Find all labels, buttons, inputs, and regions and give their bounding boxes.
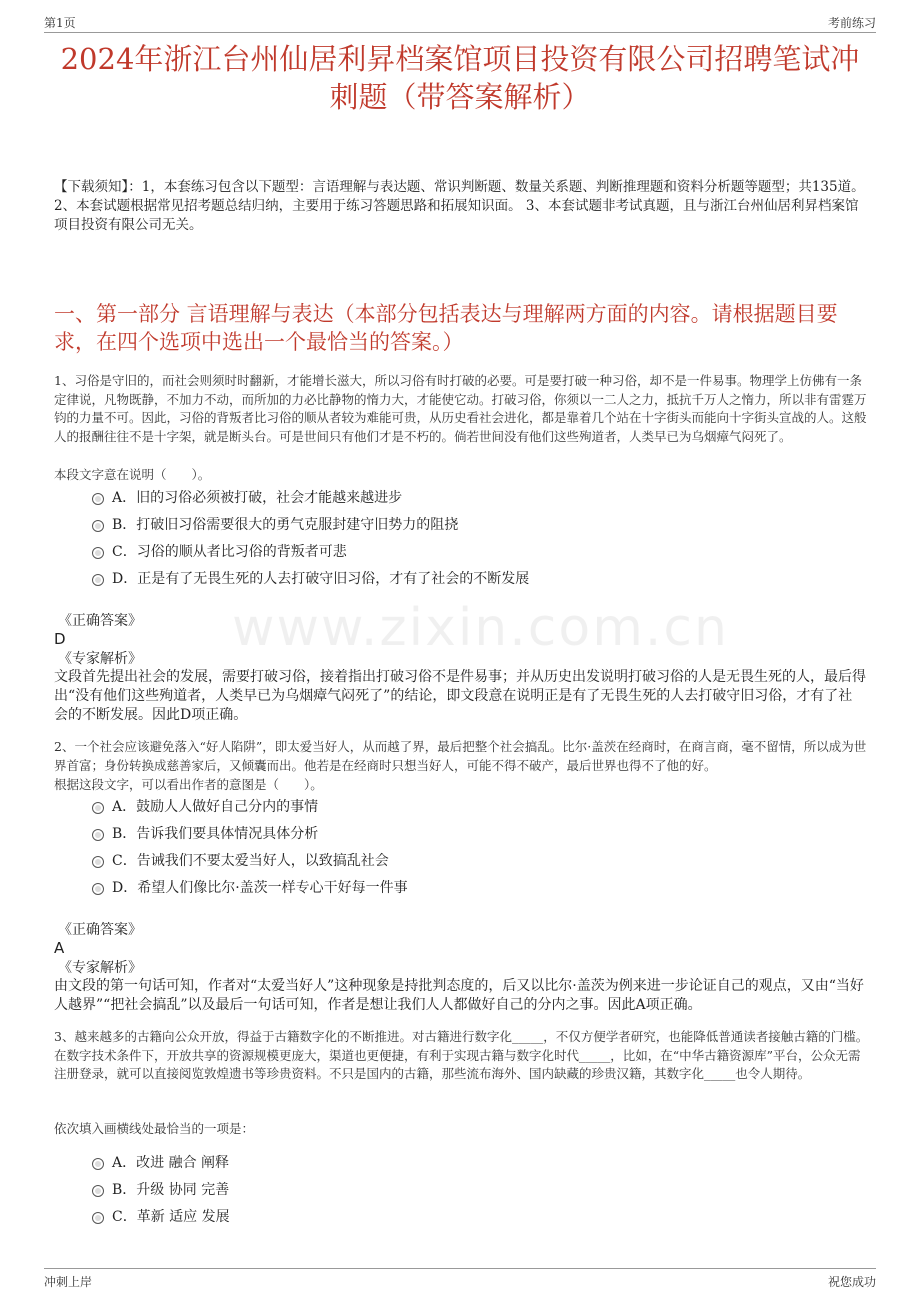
radio-icon — [92, 1158, 104, 1170]
q3-option-a[interactable]: A．改进 融合 阐释 — [92, 1153, 229, 1173]
page-number: 第1页 — [44, 16, 76, 30]
q2-option-a[interactable]: A．鼓励人人做好自己分内的事情 — [92, 797, 318, 817]
radio-icon — [92, 802, 104, 814]
footer-left: 冲刺上岸 — [44, 1275, 93, 1289]
q1-correct-label: 《正确答案》 — [58, 613, 142, 629]
q1-stem: 1、习俗是守旧的，而社会则须时时翻新，才能增长滋大，所以习俗有时打破的必要。可是要打破一种习俗，却不是一件易事。物理学上仿佛有一条定律说，凡物既静，不加力不动，而所加的力必比静物的惰力大，才能使它动。打破习俗，你须以一二人之力，抵抗千万人之惰力，所以非有雷霆万钧的力量不可。因此，习俗的背叛者比习俗的顺从者较为难能可贵，从历史看社会进化，都是靠着几个站在十字街头而能向十字街头宣战的人。这般人的报酬往往不是十字架，就是断头台。可是世间只有他们才是不朽的。倘若世间没有他们这些殉道者，人类早已为乌烟瘴气闷死了。 — [54, 373, 867, 444]
q1-option-b[interactable]: B．打破旧习俗需要很大的勇气克服封建守旧势力的阻挠 — [92, 515, 458, 535]
q3-option-b[interactable]: B．升级 协同 完善 — [92, 1180, 229, 1200]
radio-icon — [92, 574, 104, 586]
q2-prompt: 根据这段文字，可以看出作者的意图是（ ）。 — [54, 777, 323, 792]
q2-expert-label: 《专家解析》 — [58, 960, 142, 976]
q2-option-b[interactable]: B．告诉我们要具体情况具体分析 — [92, 824, 318, 844]
footer-right: 祝您成功 — [827, 1275, 876, 1289]
radio-icon — [92, 883, 104, 895]
q3-prompt: 依次填入画横线处最恰当的一项是： — [54, 1121, 255, 1136]
q2-stem: 2、一个社会应该避免落入“好人陷阱”，即太爱当好人，从而越了界，最后把整个社会搞乱。比尔·盖茨在经商时，在商言商，毫不留情，所以成为世界首富；身份转换成慈善家后，又倾囊而出。他若是在经商时只想当好人，可能不得不破产，最后世界也得不了他的好。 — [54, 739, 867, 773]
q1-option-c[interactable]: C．习俗的顺从者比习俗的背叛者可悲 — [92, 542, 347, 562]
radio-icon — [92, 1212, 104, 1224]
q1-prompt: 本段文字意在说明（ ）。 — [54, 467, 211, 482]
q1-option-d[interactable]: D．正是有了无畏生死的人去打破守旧习俗，才有了社会的不断发展 — [92, 569, 529, 589]
q2-correct-label: 《正确答案》 — [58, 922, 142, 938]
radio-icon — [92, 493, 104, 505]
radio-icon — [92, 856, 104, 868]
download-notice: 【下载须知】：1，本套练习包含以下题型：言语理解与表达题、常识判断题、数量关系题、判断推理题和资料分析题等题型；共135道。 2、本套试题根据常见招考题总结归纳，主要用于练习答题思路和拓展知识面。 3、本套试题非考试真题，且与浙江台州仙居利昇档案馆项目投资有限公司无关。 — [54, 179, 865, 233]
q2-option-c[interactable]: C．告诫我们不要太爱当好人，以致搞乱社会 — [92, 851, 389, 871]
page-footer — [44, 1268, 876, 1293]
q2-option-d[interactable]: D．希望人们像比尔·盖茨一样专心干好每一件事 — [92, 878, 408, 898]
header-tag: 考前练习 — [827, 16, 876, 30]
q3-stem: 3、越来越多的古籍向公众开放，得益于古籍数字化的不断推进。对古籍进行数字化_____，不仅方便学者研究，也能降低普通读者接触古籍的门槛。在数字技术条件下，开放共享的资源规模更庞大，渠道也更便捷，有利于实现古籍与数字化时代_____，比如，在“中华古籍资源库”平台，公众无需注册登录，就可以直接阅览敦煌遗书等珍贵资料。不只是国内的古籍，那些流布海外、国内缺藏的珍贵汉籍，其数字化_____也令人期待。 — [54, 1029, 869, 1081]
q2-analysis: 由文段的第一句话可知，作者对“太爱当好人”这种现象是持批判态度的，后又以比尔·盖茨为例来进一步论证自己的观点，又由“当好人越界”“把社会搞乱”以及最后一句话可知，作者是想让我们人人都做好自己的分内之事。因此A项正确。 — [54, 978, 864, 1013]
watermark: www.zixin.com.cn — [232, 598, 729, 658]
q1-analysis: 文段首先提出社会的发展，需要打破习俗，接着指出打破习俗不是件易事；并从历史出发说明打破习俗的人是无畏生死的人，最后得出“没有他们这些殉道者，人类早已为乌烟瘴气闷死了”的结论，即文段意在说明正是有了无畏生死的人去打破守旧习俗，才有了社会的不断发展。因此D项正确。 — [54, 669, 866, 723]
page-header — [44, 10, 876, 33]
q1-option-a[interactable]: A．旧的习俗必须被打破，社会才能越来越进步 — [92, 488, 402, 508]
q2-answer: A — [54, 939, 65, 957]
q1-answer: D — [54, 630, 66, 648]
q1-expert-label: 《专家解析》 — [58, 651, 142, 667]
radio-icon — [92, 520, 104, 532]
radio-icon — [92, 1185, 104, 1197]
radio-icon — [92, 547, 104, 559]
section-title: 一、第一部分 言语理解与表达（本部分包括表达与理解两方面的内容。请根据题目要求，在四个选项中选出一个最恰当的答案。） — [54, 302, 838, 354]
document-title: 2024年浙江台州仙居利昇档案馆项目投资有限公司招聘笔试冲刺题（带答案解析） — [60, 42, 860, 114]
radio-icon — [92, 829, 104, 841]
q3-option-c[interactable]: C．革新 适应 发展 — [92, 1207, 230, 1227]
